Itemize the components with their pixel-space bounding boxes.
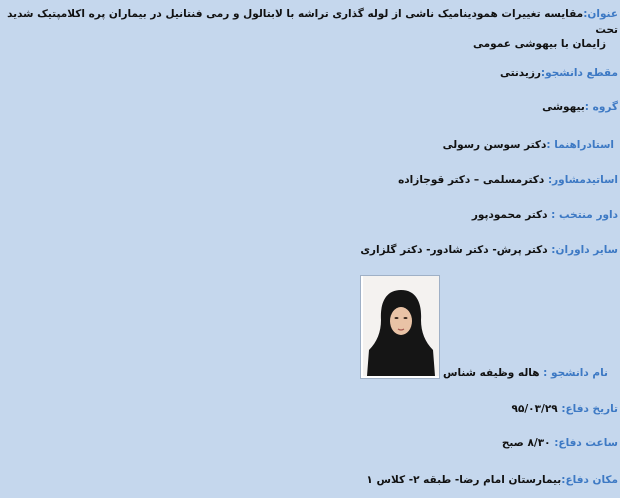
degree-label: مقطع دانشجو: <box>540 67 618 79</box>
defense-date-value: ۹۵/۰۳/۲۹ <box>511 403 562 415</box>
selected-judge-row <box>2 209 618 221</box>
defense-date-row <box>2 403 618 415</box>
student-portrait-icon <box>363 276 439 376</box>
selected-judge-value: دکتر محمودپور <box>471 209 552 221</box>
group-value: بیهوشی <box>542 101 585 113</box>
defense-place-label: مکان دفاع: <box>561 474 618 486</box>
selected-judge-label: داور منتخب : <box>551 209 618 221</box>
defense-time-value: ۸/۳۰ صبح <box>501 437 555 449</box>
defense-place-value: بیمارستان امام رضا- طبقه ۲- کلاس ۱ <box>366 474 562 486</box>
student-row <box>2 367 608 379</box>
other-judges-value: دکتر پرش- دکتر شادور- دکتر گلزاری <box>360 244 552 256</box>
supervisor-value: دکتر سوسن رسولی <box>442 139 547 151</box>
student-photo <box>360 275 440 379</box>
title-label: عنوان: <box>583 8 618 20</box>
thesis-title-row <box>2 6 618 38</box>
supervisor-label: استادراهنما : <box>546 139 614 151</box>
group-label: گروه : <box>584 101 618 113</box>
other-judges-label: سایر داوران: <box>551 244 618 256</box>
other-judges-row <box>2 244 618 256</box>
advisors-label: اساتیدمشاور: <box>547 174 618 186</box>
defense-date-label: تاریخ دفاع: <box>561 403 618 415</box>
defense-place-row <box>2 474 618 486</box>
supervisor-row <box>2 139 614 151</box>
thesis-title-row-2 <box>2 38 606 50</box>
degree-value: رزیدنتی <box>499 67 541 79</box>
advisors-row <box>2 174 618 186</box>
student-label: نام دانشجو : <box>543 367 608 379</box>
group-row <box>2 101 618 113</box>
defense-time-label: ساعت دفاع: <box>554 437 618 449</box>
advisors-value: دکترمسلمی – دکتر قوجازاده <box>398 174 548 186</box>
title-line2: زایمان با بیهوشی عمومی <box>473 38 606 50</box>
degree-row <box>2 67 618 79</box>
title-line1: مقایسه تغییرات همودینامیک ناشی از لوله گذاری تراشه با لابتالول و رمی فنتانیل در بیماران پره اکلامپتیک شدید تحت <box>7 8 618 36</box>
student-value: هاله وظیفه شناس <box>442 367 544 379</box>
defense-time-row <box>2 437 618 449</box>
